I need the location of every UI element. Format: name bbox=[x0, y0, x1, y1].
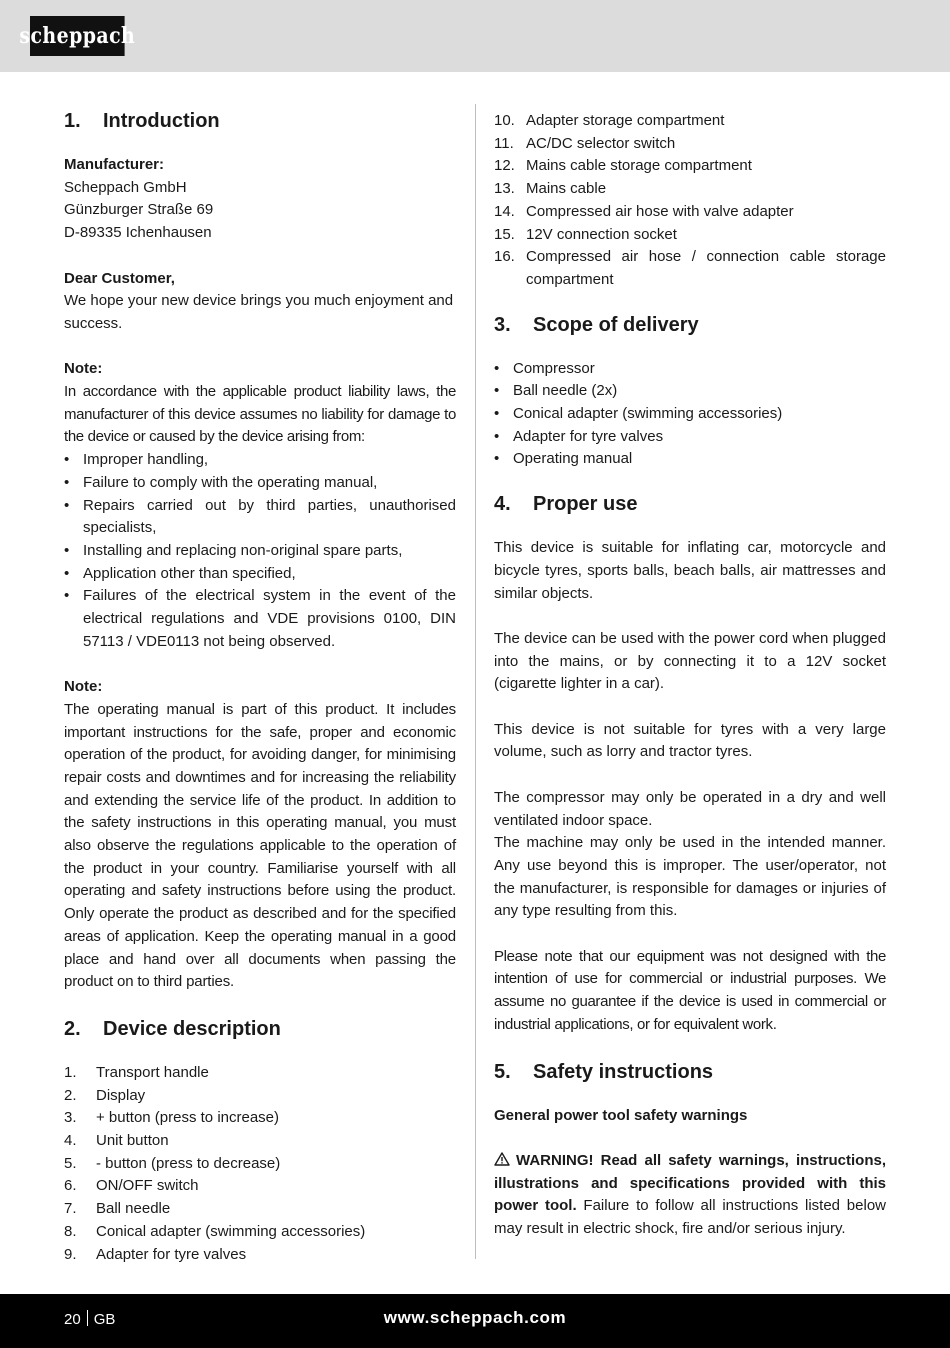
list-item: 14. Compressed air hose with valve adapter bbox=[494, 202, 794, 220]
greeting: Dear Customer, bbox=[64, 269, 175, 287]
warning-text: Failure to follow all instructions listed below may result in electric shock, fire and/or serious injury. bbox=[494, 1197, 886, 1238]
header-bar bbox=[0, 0, 950, 72]
warning-paragraph bbox=[494, 1150, 886, 1241]
list-item: • Failures of the electrical system in the event of the electrical regulations and VDE provisions 0100, DIN 57113 / VDE0113 not being observed. bbox=[64, 585, 456, 653]
list-item: 1. Transport handle bbox=[64, 1063, 209, 1081]
list-item: 5. - button (press to decrease) bbox=[64, 1154, 281, 1172]
section-heading-introduction: 1. Introduction bbox=[64, 110, 220, 132]
list-item: 6. ON/OFF switch bbox=[64, 1177, 199, 1195]
column-divider bbox=[475, 104, 476, 1259]
greeting-text: We hope your new device brings you much enjoyment and success. bbox=[64, 292, 454, 332]
left-column bbox=[64, 108, 456, 1266]
list-item: 15. 12V connection socket bbox=[494, 225, 677, 243]
section-heading-scope-of-delivery: 3. Scope of delivery bbox=[494, 313, 699, 336]
page-number: 20 bbox=[64, 1311, 81, 1328]
address-line: Scheppach GmbH bbox=[64, 178, 187, 196]
list-item: • Conical adapter (swimming accessories) bbox=[494, 403, 886, 426]
footer-bar bbox=[0, 1294, 950, 1348]
note-label: Note: bbox=[64, 360, 103, 378]
list-item: 10. Adapter storage compartment bbox=[494, 112, 725, 129]
list-item: • Installing and replacing non-original spare parts, bbox=[64, 540, 456, 563]
paragraph: The device can be used with the power cord when plugged into the mains, or by connecting it to a 12V socket (cigarette lighter in a car). bbox=[494, 629, 886, 693]
liability-list bbox=[64, 449, 456, 653]
list-item: • Compressor bbox=[494, 358, 886, 381]
paragraph: Please note that our equipment was not designed with the intention of use for commercial or industrial purposes. We assume no guarantee if the device is used in commercial or industrial applications, or for equivalent work. bbox=[494, 947, 886, 1033]
list-item: 8. Conical adapter (swimming accessories) bbox=[64, 1222, 366, 1240]
paragraph: The machine may only be used in the intended manner. Any use beyond this is improper. The user/operator, not the manufacturer, is responsible for damages or injuries of any type resulting from this. bbox=[494, 834, 886, 920]
safety-subtitle: General power tool safety warnings bbox=[494, 1106, 748, 1124]
language-code: GB bbox=[93, 1311, 116, 1328]
note-label: Note: bbox=[64, 678, 103, 696]
list-item: 11. AC/DC selector switch bbox=[494, 134, 676, 152]
warning-triangle-icon bbox=[494, 1152, 510, 1166]
paragraph: This device is not suitable for tyres with a very large volume, such as lorry and tractor tyres. bbox=[494, 720, 886, 761]
right-column bbox=[494, 110, 886, 1241]
list-item: 7. Ball needle bbox=[64, 1200, 171, 1218]
warning-bold-text: WARNING! Read all safety warnings, instructions, illustrations and specifications provided with this power tool. bbox=[494, 1151, 886, 1215]
list-item: 16. Compressed air hose / connection cable storage compartment bbox=[494, 248, 886, 288]
list-item: • Operating manual bbox=[494, 448, 886, 471]
section-heading-safety-instructions: 5. Safety instructions bbox=[494, 1060, 714, 1083]
delivery-list bbox=[494, 358, 886, 472]
list-item: 13. Mains cable bbox=[494, 180, 607, 198]
list-item: • Ball needle (2x) bbox=[494, 380, 886, 403]
manual-note-text: The operating manual is part of this product. It includes important instructions for the safe, proper and economic operation of the product, for avoiding danger, for minimising repair costs and downtimes and for increasing the reliability and extending the service life of the product. In addition to the safety instructions in this operating manual, you must also observe the regulations applicable to the operation of the product in your country. Familiarise yourself with all operating and safety instructions before using the product. Only operate the product as described and for the specified areas of application. Keep the operating manual in a good place and hand over all documents when passing the product on to third parties. bbox=[64, 700, 456, 991]
list-item: 12. Mains cable storage compartment bbox=[494, 157, 752, 175]
list-item: • Repairs carried out by third parties, unauthorised specialists, bbox=[64, 495, 456, 540]
device-parts-list bbox=[64, 1062, 456, 1266]
liability-text: In accordance with the applicable product liability laws, the manufacturer of this device assumes no liability for damage to the device or caused by the device arising from: bbox=[64, 383, 456, 446]
list-item: • Improper handling, bbox=[64, 449, 456, 472]
list-item: • Adapter for tyre valves bbox=[494, 426, 886, 449]
section-heading-device-description: 2. Device description bbox=[64, 1017, 281, 1040]
list-item: • Application other than specified, bbox=[64, 563, 456, 586]
address-line: Günzburger Straße 69 bbox=[64, 201, 214, 219]
manufacturer-label: Manufacturer: bbox=[64, 156, 165, 173]
list-item: • Failure to comply with the operating manual, bbox=[64, 472, 456, 495]
device-parts-list-continued bbox=[494, 110, 886, 292]
list-item: 9. Adapter for tyre valves bbox=[64, 1245, 247, 1263]
address-line: D-89335 Ichenhausen bbox=[64, 224, 212, 242]
section-heading-proper-use: 4. Proper use bbox=[494, 493, 638, 516]
website-url: www.scheppach.com bbox=[383, 1308, 567, 1327]
list-item: 2. Display bbox=[64, 1086, 146, 1104]
list-item: 3. + button (press to increase) bbox=[64, 1109, 280, 1127]
scheppach-logo: scheppach bbox=[30, 16, 125, 56]
paragraph: The compressor may only be operated in a dry and well ventilated indoor space. bbox=[494, 788, 886, 829]
paragraph: This device is suitable for inflating car, motorcycle and bicycle tyres, sports balls, beach balls, air mattresses and similar objects. bbox=[494, 539, 886, 602]
list-item: 4. Unit button bbox=[64, 1132, 169, 1150]
